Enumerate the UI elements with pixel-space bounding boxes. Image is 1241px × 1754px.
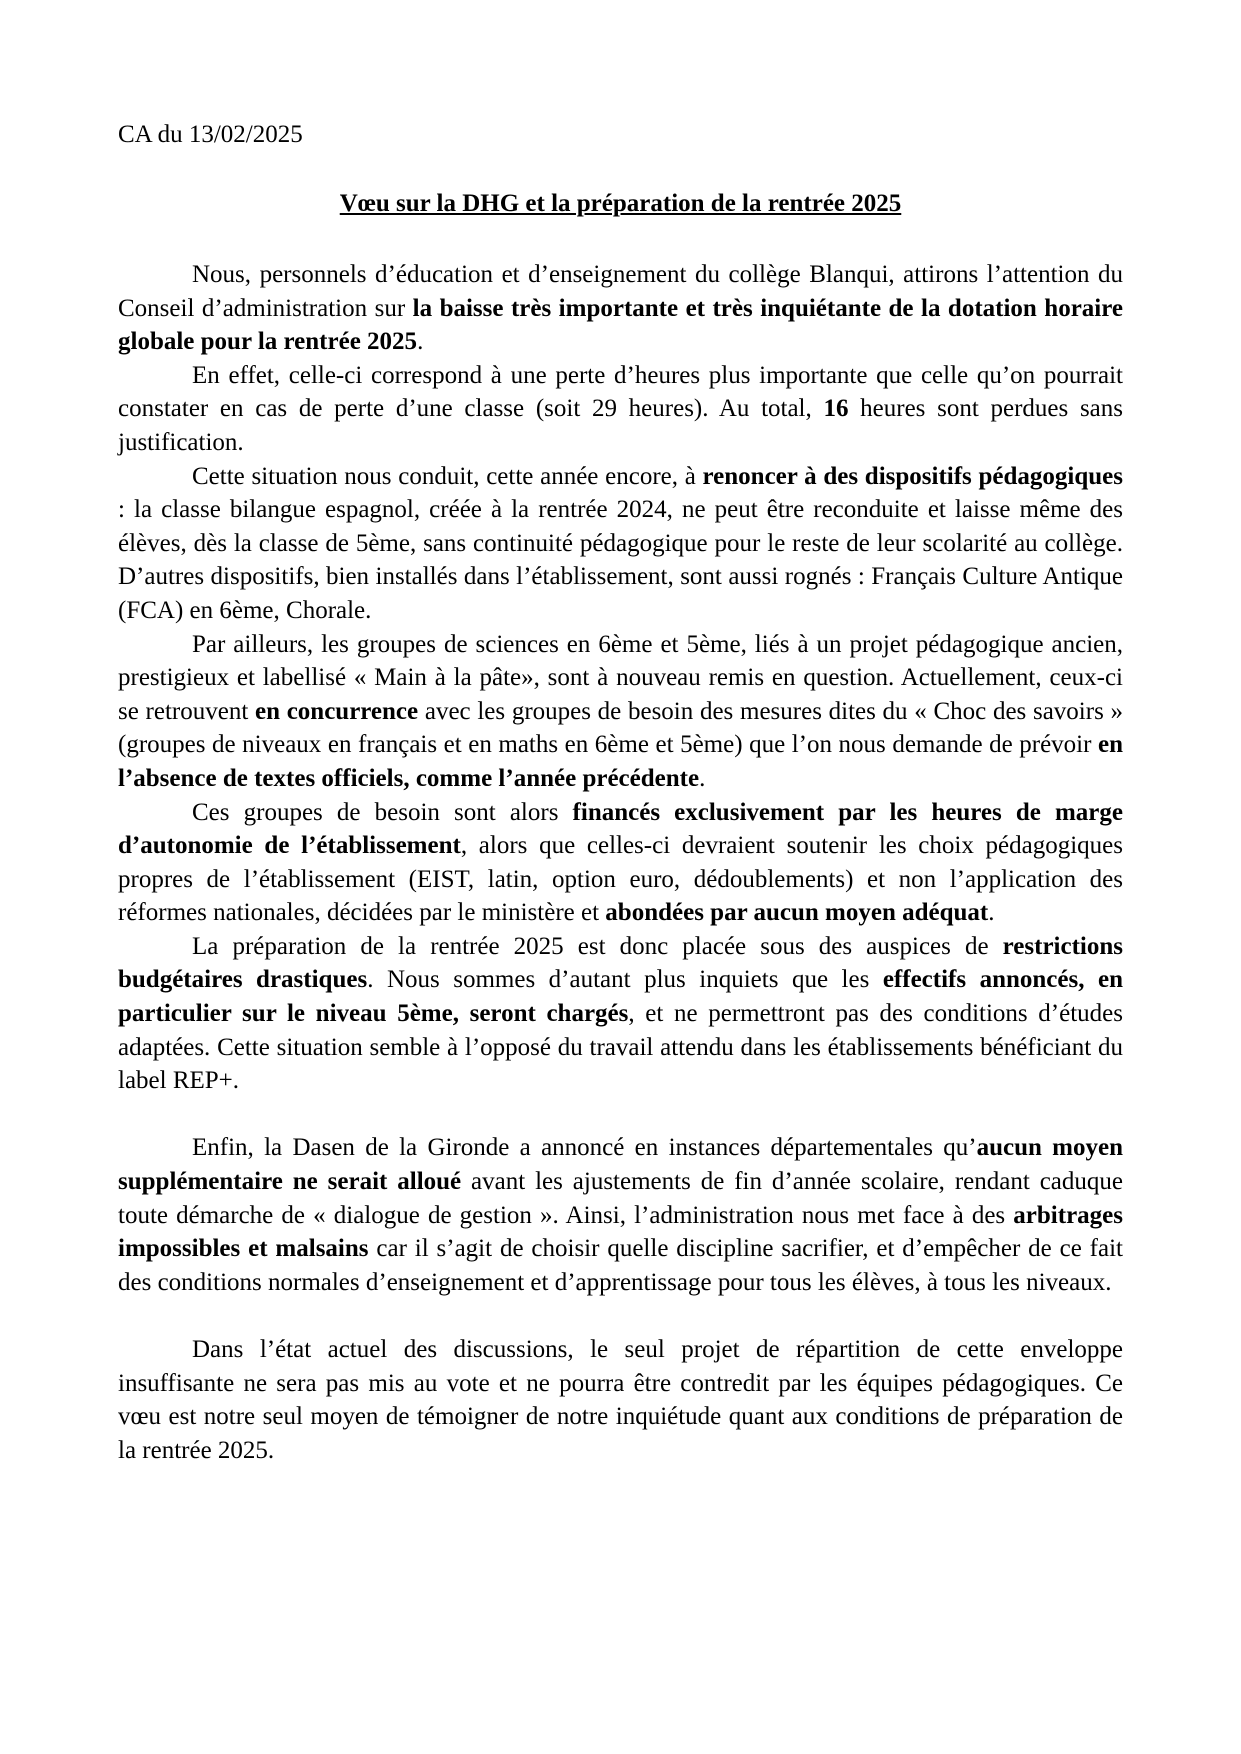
body-paragraph <box>118 258 1123 359</box>
emphasized-text: restrictions budgétaires drastiques <box>118 932 1123 994</box>
paragraph-spacer <box>118 1098 1123 1132</box>
body-paragraph <box>118 1131 1123 1299</box>
emphasized-text: la baisse très importante et très inquiétante de la dotation horaire globale pour la rentrée 2025 <box>118 294 1123 356</box>
paragraph-text: Dans l’état actuel des discussions, le seul projet de répartition de cette enveloppe insuffisante ne sera pas mis au vote et ne pourra être contredit par les équipes pédagogiques. Ce vœu est notre seul moyen de témoigner de notre inquiétude quant aux conditions de préparation de la rentrée 2025. <box>118 1336 1123 1464</box>
paragraph-text: . <box>699 764 706 792</box>
document-body <box>118 258 1123 1467</box>
document-page <box>118 0 1123 1754</box>
paragraph-text: . <box>417 328 424 356</box>
body-paragraph <box>118 930 1123 1098</box>
body-paragraph <box>118 1333 1123 1467</box>
paragraph-text: : la classe bilangue espagnol, créée à la rentrée 2024, ne peut être reconduite et laisse même des élèves, dès la classe de 5ème, sans continuité pédagogique pour le reste de leur scolarité au collège. D’autres dispositifs, bien installés dans l’établissement, sont aussi rognés : Français Culture Antique (FCA) en 6ème, Chorale. <box>118 496 1123 624</box>
body-paragraph <box>118 628 1123 796</box>
paragraph-text: avec les groupes de besoin des mesures dites du « Choc des savoirs » (groupes de niveaux en français et en maths en 6ème et 5ème) que l’on nous demande de prévoir <box>118 697 1124 759</box>
emphasized-text: en concurrence <box>254 697 419 725</box>
emphasized-text: financés exclusivement par les heures de marge d’autonomie de l’établissement <box>118 798 1123 860</box>
paragraph-text: En effet, celle-ci correspond à une perte d’heures plus importante que celle qu’on pourrait constater en cas de perte d’une classe (soit 29 heures). Au total, <box>118 361 1123 423</box>
paragraph-text: car il s’agit de choisir quelle discipline sacrifier, et d’empêcher de ce fait des conditions normales d’enseignement et d’apprentissage pour tous les élèves, à tous les niveaux. <box>118 1235 1123 1296</box>
emphasized-text: aucun moyen supplémentaire ne serait alloué <box>118 1134 1123 1196</box>
emphasized-text: abondées par aucun moyen adéquat <box>605 899 989 927</box>
paragraph-text: heures sont perdues sans justification. <box>118 395 1123 456</box>
emphasized-text: 16 <box>823 395 849 423</box>
emphasized-text: effectifs annoncés, en particulier sur le niveau 5ème, seront chargés <box>118 966 1123 1028</box>
emphasized-text: en l’absence de textes officiels, comme l’année précédente <box>118 731 1123 792</box>
body-paragraph <box>118 359 1123 460</box>
paragraph-text: , et ne permettront pas des conditions d’études adaptées. Cette situation semble à l’opposé du travail attendu dans les établissements bénéficiant du label REP+. <box>118 1000 1123 1095</box>
paragraph-text: avant les ajustements de fin d’année scolaire, rendant caduque toute démarche de « dialogue de gestion ». Ainsi, l’administration nous met face à des <box>118 1168 1123 1229</box>
emphasized-text: arbitrages impossibles et malsains <box>118 1201 1123 1263</box>
paragraph-text: Par ailleurs, les groupes de sciences en 6ème et 5ème, liés à un projet pédagogique ancien, prestigieux et labellisé « Main à la pâte», sont à nouveau remis en question. Actuellement, ceux-ci se retrouvent <box>118 630 1123 725</box>
meeting-date-line: CA du 13/02/2025 <box>118 121 303 148</box>
body-paragraph <box>118 460 1123 628</box>
emphasized-text: renoncer à des dispositifs pédagogiques <box>702 462 1123 490</box>
paragraph-spacer <box>118 1299 1123 1333</box>
paragraph-text: , alors que celles-ci devraient soutenir les choix pédagogiques propres de l’établissement (EIST, latin, option euro, dédoublements) et non l’application des réformes nationales, décidées par le ministère et <box>118 832 1123 927</box>
paragraph-text: Enfin, la Dasen de la Gironde a annoncé en instances départementales qu’ <box>192 1134 977 1162</box>
paragraph-text: Ces groupes de besoin sont alors <box>192 798 573 826</box>
body-paragraph <box>118 796 1123 930</box>
document-title: Vœu sur la DHG et la préparation de la rentrée 2025 <box>339 190 902 217</box>
paragraph-text: Cette situation nous conduit, cette année encore, à <box>192 462 703 490</box>
paragraph-text: Nous, personnels d’éducation et d’enseignement du collège Blanqui, attirons l’attention du Conseil d’administration sur <box>118 261 1123 322</box>
paragraph-text: . <box>988 899 995 927</box>
paragraph-text: . Nous sommes d’autant plus inquiets que les <box>367 966 883 994</box>
paragraph-text: La préparation de la rentrée 2025 est donc placée sous des auspices de <box>192 932 1003 960</box>
